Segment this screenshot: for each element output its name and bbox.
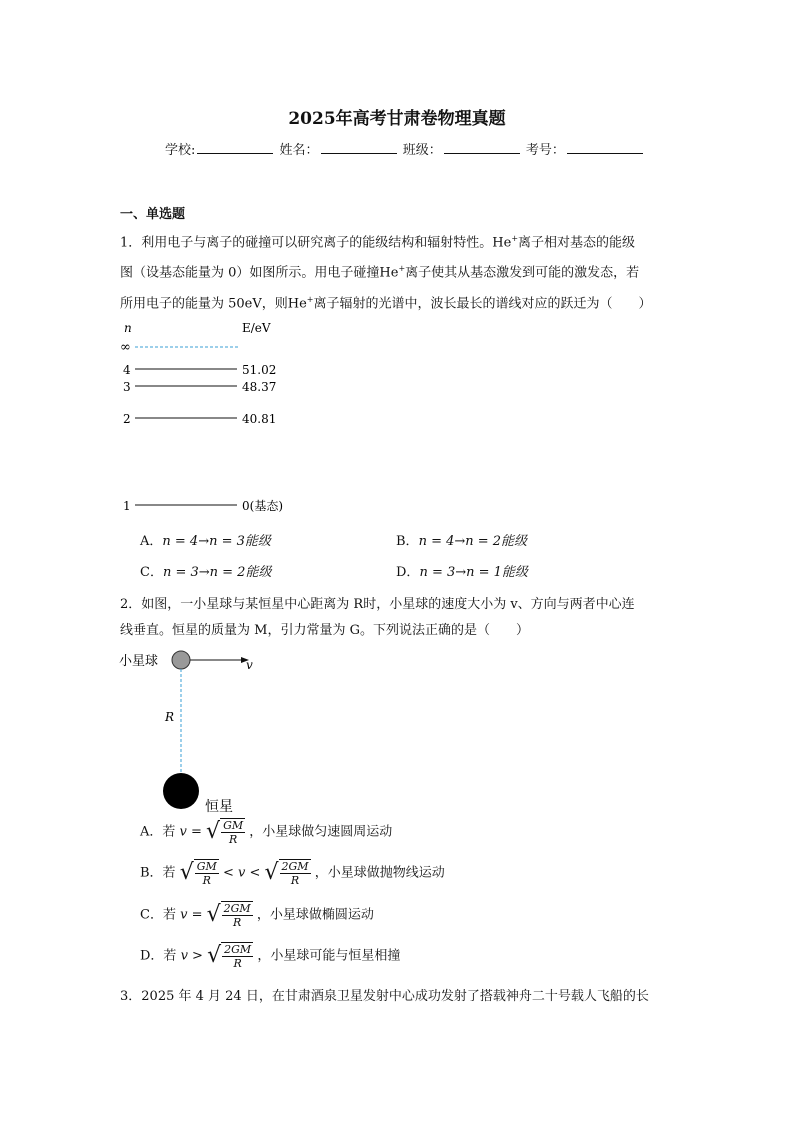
section-heading: 一、单选题 bbox=[120, 207, 186, 222]
energy-axis-label: E/eV bbox=[242, 321, 271, 335]
q2-option-a: A．若 v = √ $\frac{GM}{R}$ ，小星球做匀速圆周运动 bbox=[140, 819, 393, 846]
level-4-energy: 51.02 bbox=[242, 363, 277, 377]
q2-option-b: B．若 √ $\frac{GM}{R}$ < v < √ $\frac{2GM}{R}$ ，小星球做抛物线运动 bbox=[140, 860, 445, 887]
radius-label: R bbox=[165, 710, 175, 724]
q1-option-b: B．n = 4→n = 2能级 bbox=[396, 534, 528, 549]
class-label: 班级： bbox=[402, 143, 442, 158]
name-blank bbox=[321, 141, 397, 154]
small-star-circle bbox=[172, 651, 190, 669]
exam-info-fields bbox=[165, 139, 645, 158]
q1-option-d: D．n = 3→n = 1能级 bbox=[396, 565, 528, 580]
name-label: 姓名： bbox=[279, 143, 319, 158]
school-label: 学校: bbox=[165, 143, 196, 158]
question-3-text: 3．2025 年 4 月 24 日，在甘肃酒泉卫星发射中心成功发射了搭载神舟二十号载人飞船的长 bbox=[120, 989, 649, 1004]
level-3-n: 3 bbox=[123, 380, 131, 394]
page-title: 2025年高考甘肃卷物理真题 bbox=[288, 109, 506, 129]
school-blank bbox=[197, 141, 273, 154]
question-2-text: 2．如图，一小星球与某恒星中心距离为 R时，小星球的速度大小为 v、方向与两者中心连 线垂直。恒星的质量为 M，引力常量为 G。下列说法正确的是（ ） bbox=[120, 597, 635, 638]
exam-no-blank bbox=[567, 141, 643, 154]
velocity-label: v bbox=[246, 658, 253, 672]
level-4-n: 4 bbox=[123, 363, 131, 377]
level-3-energy: 48.37 bbox=[242, 380, 277, 394]
level-2-energy: 40.81 bbox=[242, 412, 277, 426]
q1-option-c: C．n = 3→n = 2能级 bbox=[140, 565, 272, 580]
energy-level-diagram bbox=[115, 318, 315, 518]
infinity-label: ∞ bbox=[120, 340, 131, 355]
orbit-figure bbox=[115, 645, 275, 820]
q2-option-c: C．若 v = √ $\frac{2GM}{R}$ ，小星球做椭圆运动 bbox=[140, 902, 374, 929]
exam-no-label: 考号： bbox=[525, 143, 565, 158]
question-1-text: 1．利用电子与离子的碰撞可以研究离子的能级结构和辐射特性。He+离子相对基态的能级 图（设基态能量为 0）如图所示。用电子碰撞He+离子使其从基态激发到可能的激发态，若 所用电子的能量为 50eV，则He+离子辐射的光谱中，波长最长的谱线对应的跃迁为（ ） bbox=[120, 234, 652, 311]
level-2-n: 2 bbox=[123, 412, 131, 426]
star-label: 恒星 bbox=[205, 799, 233, 815]
level-1-energy: 0(基态) bbox=[242, 499, 283, 513]
star-circle bbox=[163, 773, 199, 809]
q2-option-d: D．若 v > √ $\frac{2GM}{R}$ ，小星球可能与恒星相撞 bbox=[140, 943, 401, 970]
q1-option-a: A．n = 4→n = 3能级 bbox=[140, 534, 271, 549]
level-1-n: 1 bbox=[123, 499, 131, 513]
n-axis-label: n bbox=[124, 321, 132, 335]
class-blank bbox=[444, 141, 520, 154]
small-star-label: 小星球 bbox=[119, 654, 159, 669]
